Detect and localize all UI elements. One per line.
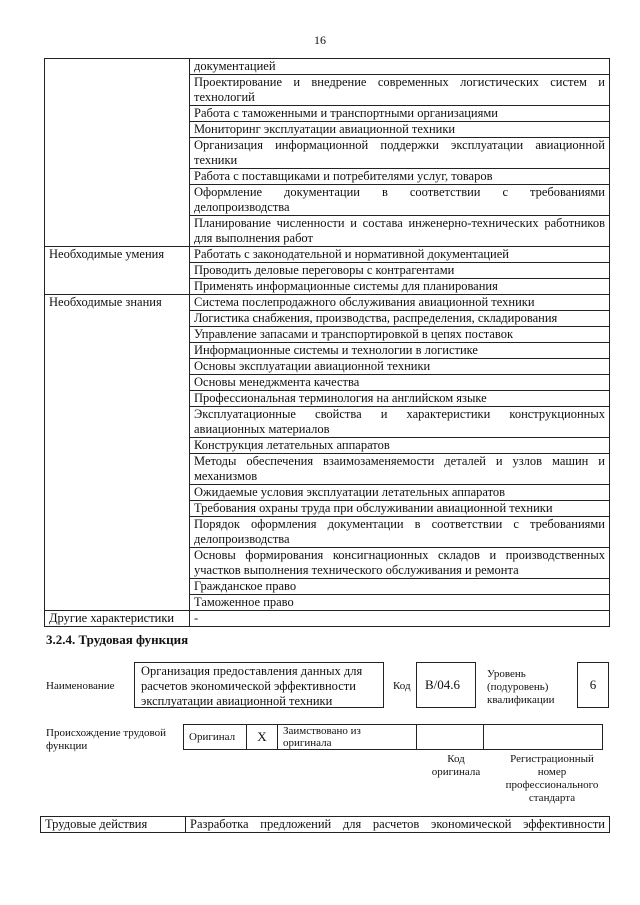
row-item: Информационные системы и технологии в логистике xyxy=(190,343,610,359)
row-label: Необходимые знания xyxy=(45,295,190,311)
row-label-empty xyxy=(45,59,190,75)
row-item: Логистика снабжения, производства, распределения, складирования xyxy=(190,311,610,327)
origin-table xyxy=(183,724,603,750)
row-label: Другие характеристики xyxy=(45,611,190,627)
row-item: - xyxy=(190,611,610,627)
code-original-cell xyxy=(417,725,484,750)
row-label-empty xyxy=(45,517,190,548)
row-label-empty xyxy=(45,106,190,122)
row-item: Основы менеджмента качества xyxy=(190,375,610,391)
row-label-empty xyxy=(45,454,190,485)
borrowed-label: Заимствовано из оригинала xyxy=(278,725,417,750)
row-item: Управление запасами и транспортировкой в цепях поставок xyxy=(190,327,610,343)
code-value-box: B/04.6 xyxy=(416,662,476,708)
row-label-empty xyxy=(45,75,190,106)
actions-table xyxy=(40,816,610,833)
row-item: Основы эксплуатации авиационной техники xyxy=(190,359,610,375)
row-item: Система послепродажного обслуживания авиационной техники xyxy=(190,295,610,311)
code-label: Код xyxy=(393,680,411,692)
row-label-empty xyxy=(45,279,190,295)
row-label-empty xyxy=(45,216,190,247)
row-label-empty xyxy=(45,438,190,454)
row-item: Работа с таможенными и транспортными организациями xyxy=(190,106,610,122)
row-label-empty xyxy=(45,391,190,407)
row-label-empty xyxy=(45,138,190,169)
row-item: Оформление документации в соответствии с требованиями делопроизводства xyxy=(190,185,610,216)
row-item: Проводить деловые переговоры с контрагентами xyxy=(190,263,610,279)
row-item: Работа с поставщиками и потребителями услуг, товаров xyxy=(190,169,610,185)
level-value-box: 6 xyxy=(577,662,609,708)
row-label-empty xyxy=(45,263,190,279)
row-item: документацией xyxy=(190,59,610,75)
page-number: 16 xyxy=(314,33,326,47)
row-item: Организация информационной поддержки эксплуатации авиационной техники xyxy=(190,138,610,169)
row-label-empty xyxy=(45,579,190,595)
row-label-empty xyxy=(45,501,190,517)
row-label-empty xyxy=(45,595,190,611)
row-label-empty xyxy=(45,169,190,185)
original-label: Оригинал xyxy=(184,725,247,750)
row-label-empty xyxy=(45,122,190,138)
row-item: Методы обеспечения взаимозаменяемости деталей и узлов машин и механизмов xyxy=(190,454,610,485)
row-item: Профессиональная терминология на английском языке xyxy=(190,391,610,407)
function-name-box: Организация предоставления данных для расчетов экономической эффективности эксплуатации авиационной техники xyxy=(134,662,384,708)
row-label-empty xyxy=(45,407,190,438)
row-item: Таможенное право xyxy=(190,595,610,611)
row-item: Основы формирования консигнационных складов и производственных участков выполнения технического обслуживания и ремонта xyxy=(190,548,610,579)
section-title: 3.2.4. Трудовая функция xyxy=(46,632,189,647)
row-item: Применять информационные системы для планирования xyxy=(190,279,610,295)
reg-number-cell xyxy=(484,725,603,750)
row-item: Работать с законодательной и нормативной документацией xyxy=(190,247,610,263)
actions-label: Трудовые действия xyxy=(41,817,186,833)
row-item: Гражданское право xyxy=(190,579,610,595)
row-label-empty xyxy=(45,485,190,501)
original-mark: X xyxy=(247,725,278,750)
row-label-empty xyxy=(45,548,190,579)
row-item: Ожидаемые условия эксплуатации летательных аппаратов xyxy=(190,485,610,501)
row-label-empty xyxy=(45,311,190,327)
origin-label: Происхождение трудовой функции xyxy=(46,727,167,752)
row-label-empty xyxy=(45,343,190,359)
row-label-empty xyxy=(45,185,190,216)
name-label: Наименование xyxy=(46,680,115,692)
row-label-empty xyxy=(45,375,190,391)
row-item: Проектирование и внедрение современных логистических систем и технологий xyxy=(190,75,610,106)
reg-number-caption: Регистрационный номер профессионального стандарта xyxy=(505,753,599,804)
row-item: Требования охраны труда при обслуживании авиационной техники xyxy=(190,501,610,517)
requirements-table xyxy=(44,58,610,627)
row-label-empty xyxy=(45,327,190,343)
code-original-caption: Код оригинала xyxy=(431,753,481,778)
row-item: Эксплуатационные свойства и характеристики конструкционных авиационных материалов xyxy=(190,407,610,438)
actions-first-item: Разработка предложений для расчетов экономической эффективности xyxy=(186,817,610,833)
row-item: Мониторинг эксплуатации авиационной техники xyxy=(190,122,610,138)
row-item: Конструкция летательных аппаратов xyxy=(190,438,610,454)
row-item: Планирование численности и состава инженерно-технических работников для выполнения работ xyxy=(190,216,610,247)
level-label: Уровень (подуровень) квалификации xyxy=(487,668,555,706)
row-label: Необходимые умения xyxy=(45,247,190,263)
row-label-empty xyxy=(45,359,190,375)
row-item: Порядок оформления документации в соответствии с требованиями делопроизводства xyxy=(190,517,610,548)
